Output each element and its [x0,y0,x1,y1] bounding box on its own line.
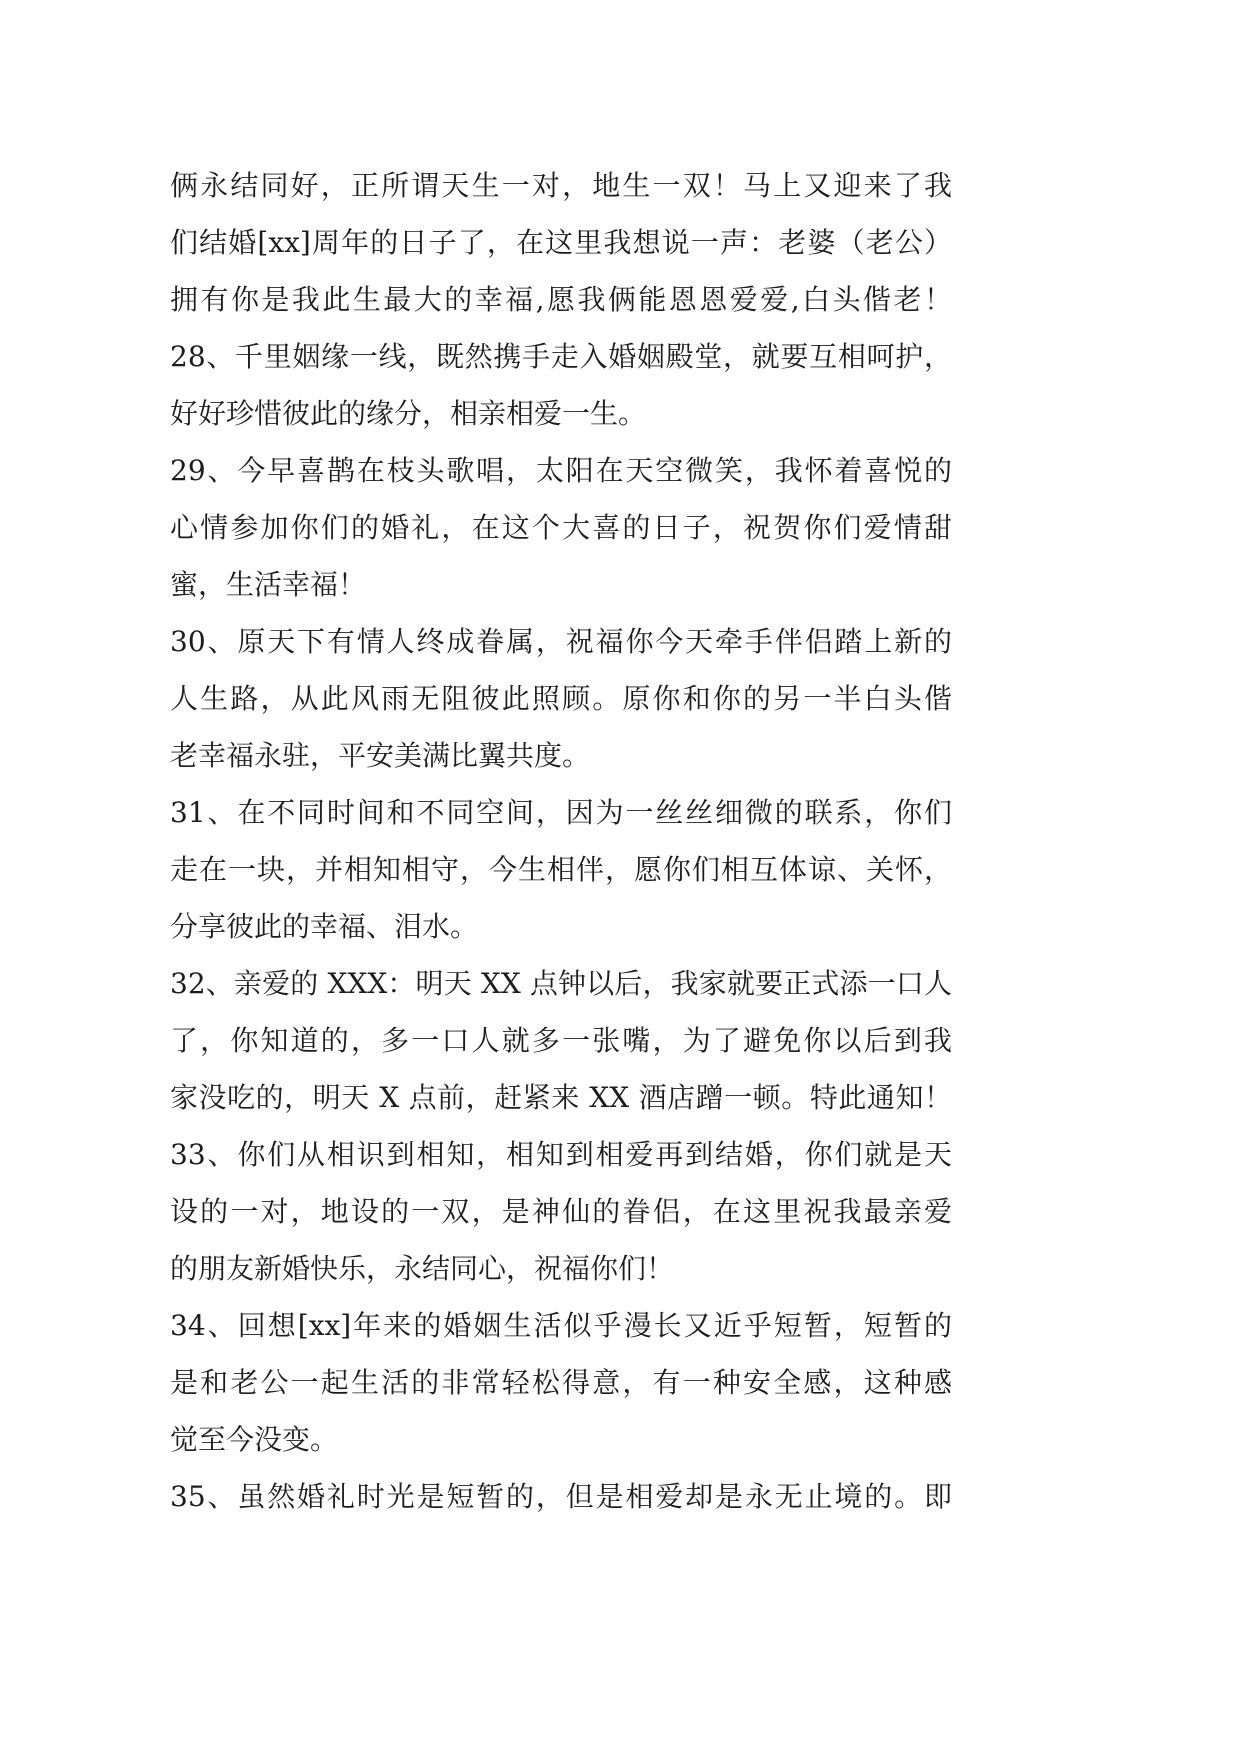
paragraph-33 [170,1126,952,1297]
text-line: 设的一对，地设的一双，是神仙的眷侣，在这里祝我最亲爱 [170,1195,952,1228]
text-line: 29、今早喜鹊在枝头歌唱，太阳在天空微笑，我怀着喜悦的 [170,454,952,487]
text-line: 蜜，生活幸福！ [170,568,367,601]
text-line: 俩永结同好，正所谓天生一对，地生一双！马上又迎来了我 [170,169,952,202]
paragraph-32 [170,955,952,1126]
text-line: 人生路，从此风雨无阻彼此照顾。原你和你的另一半白头偕 [170,682,952,715]
paragraph-continued [170,157,952,328]
text-line: 35、虽然婚礼时光是短暂的，但是相爱却是永无止境的。即 [170,1480,952,1513]
text-line: 34、回想[xx]年来的婚姻生活似乎漫长又近乎短暂，短暂的 [170,1309,952,1342]
text-line: 好好珍惜彼此的缘分，相亲相爱一生。 [170,397,647,430]
text-line: 31、在不同时间和不同空间，因为一丝丝细微的联系，你们 [170,796,952,829]
text-line: 的朋友新婚快乐，永结同心，祝福你们！ [170,1252,675,1285]
text-line: 28、千里姻缘一线，既然携手走入婚姻殿堂，就要互相呵护， [170,340,952,373]
text-line: 32、亲爱的 XXX：明天 XX 点钟以后，我家就要正式添一口人 [170,967,952,1000]
text-line: 是和老公一起生活的非常轻松得意，有一种安全感，这种感 [170,1366,952,1399]
text-line: 了，你知道的，多一口人就多一张嘴，为了避免你以后到我 [170,1024,952,1057]
body-text [170,157,952,1525]
text-line: 分享彼此的幸福、泪水。 [170,910,479,943]
paragraph-31 [170,784,952,955]
paragraph-28 [170,328,952,442]
text-line: 老幸福永驻，平安美满比翼共度。 [170,739,591,772]
text-line: 觉至今没变。 [170,1423,339,1456]
text-line: 家没吃的，明天 X 点前，赶紧来 XX 酒店蹭一顿。特此通知！ [170,1081,952,1114]
paragraph-29 [170,442,952,613]
text-line: 心情参加你们的婚礼，在这个大喜的日子，祝贺你们爱情甜 [170,511,952,544]
paragraph-30 [170,613,952,784]
paragraph-35 [170,1468,952,1525]
paragraph-34 [170,1297,952,1468]
text-line: 走在一块，并相知相守，今生相伴，愿你们相互体谅、关怀， [170,853,952,886]
text-line: 们结婚[xx]周年的日子了，在这里我想说一声：老婆（老公） [170,226,952,259]
text-line: 33、你们从相识到相知，相知到相爱再到结婚，你们就是天 [170,1138,952,1171]
text-line: 30、原天下有情人终成眷属，祝福你今天牵手伴侣踏上新的 [170,625,952,658]
text-line: 拥有你是我此生最大的幸福,愿我俩能恩恩爱爱,白头偕老！ [170,283,952,316]
